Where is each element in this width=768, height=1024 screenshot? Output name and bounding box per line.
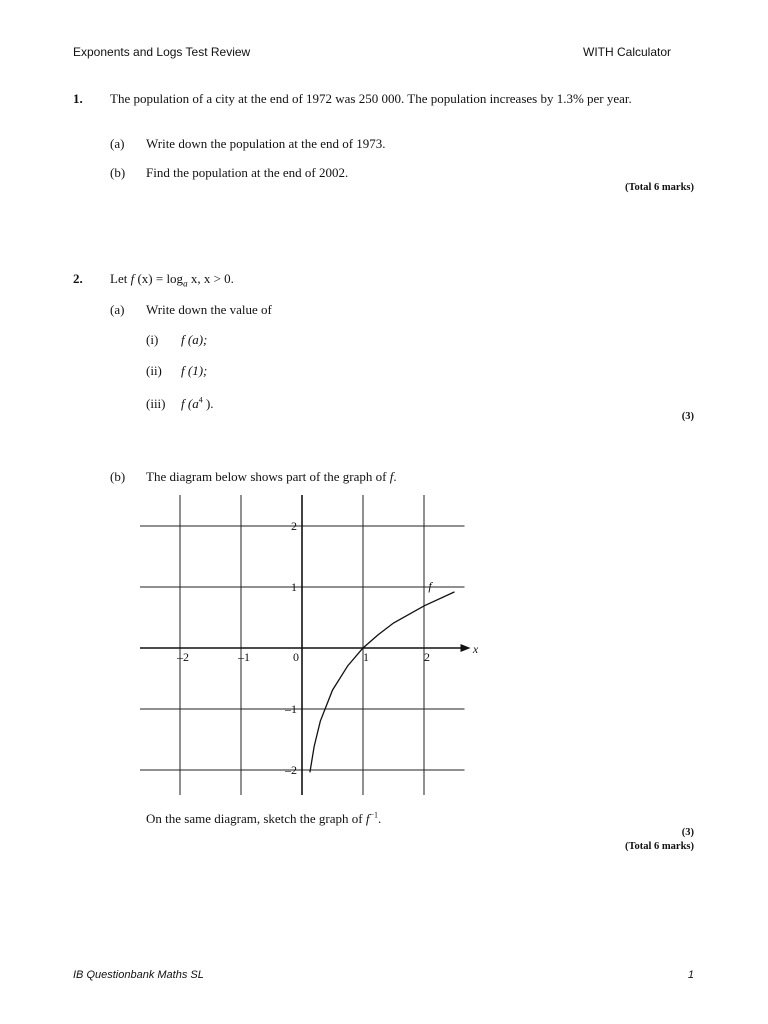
q2-sub-iii-label: (iii): [146, 396, 166, 411]
q1-part-a-label: (a): [110, 136, 125, 151]
q2-total-marks: (Total 6 marks): [624, 841, 694, 852]
x-tick-label: 1: [363, 650, 369, 664]
q2-number: 2.: [73, 271, 83, 286]
q2-stem: Let f $(x) = \log_a x$, x > 0.: [110, 271, 234, 289]
x-axis-label: x: [472, 642, 479, 656]
q2-part-a-text: Write down the value of: [146, 302, 272, 317]
q2-sub-ii-label: (ii): [146, 363, 162, 378]
q1-stem: The population of a city at the end of 1972 was 250 000. The population increases by 1.3% per year.: [110, 91, 632, 106]
header-right: WITH Calculator: [583, 45, 672, 59]
series: [310, 592, 455, 773]
y-tick-label: –2: [285, 763, 297, 777]
y-tick-label: 1: [291, 580, 297, 594]
header-left: Exponents and Logs Test Review: [73, 45, 251, 59]
q2-marks-b: (3): [681, 827, 694, 838]
series-label-f: f: [428, 579, 432, 594]
x-tick-label: 2: [424, 650, 430, 664]
q2-sub-ii-expr: f (1);: [181, 363, 208, 378]
q1-number: 1.: [73, 91, 83, 106]
x-tick-label: –1: [238, 650, 250, 664]
q2-instruction: On the same diagram, sketch the graph of $f^{-1}$.: [146, 810, 382, 826]
axes: [140, 495, 471, 795]
footer-left: IB Questionbank Maths SL: [73, 969, 204, 981]
x-tick-label: 0: [293, 650, 299, 664]
q2-marks-a: (3): [681, 411, 694, 422]
x-axis-arrow: [461, 644, 471, 652]
q2-part-b-text: The diagram below shows part of the graph of f.: [146, 469, 397, 484]
q1-total-marks: (Total 6 marks): [624, 182, 694, 193]
tick-labels: [176, 495, 479, 777]
q2-part-a-label: (a): [110, 302, 125, 317]
q1-part-b-label: (b): [110, 165, 126, 180]
y-tick-label: 2: [291, 519, 297, 533]
y-tick-label: –1: [285, 702, 297, 716]
footer-page-number: 1: [687, 969, 694, 981]
series-line-f: [310, 592, 455, 773]
log-graph: [140, 495, 480, 795]
q2-sub-i-label: (i): [146, 332, 159, 347]
x-tick-label: –2: [177, 650, 189, 664]
q2-sub-i-expr: f (a);: [181, 332, 208, 347]
q1-part-b-text: Find the population at the end of 2002.: [146, 165, 349, 180]
q2-part-b-label: (b): [110, 469, 126, 484]
q1-part-a-text: Write down the population at the end of 1973.: [146, 136, 386, 151]
q2-sub-iii-expr: f ($a^4$ ).: [181, 395, 214, 411]
